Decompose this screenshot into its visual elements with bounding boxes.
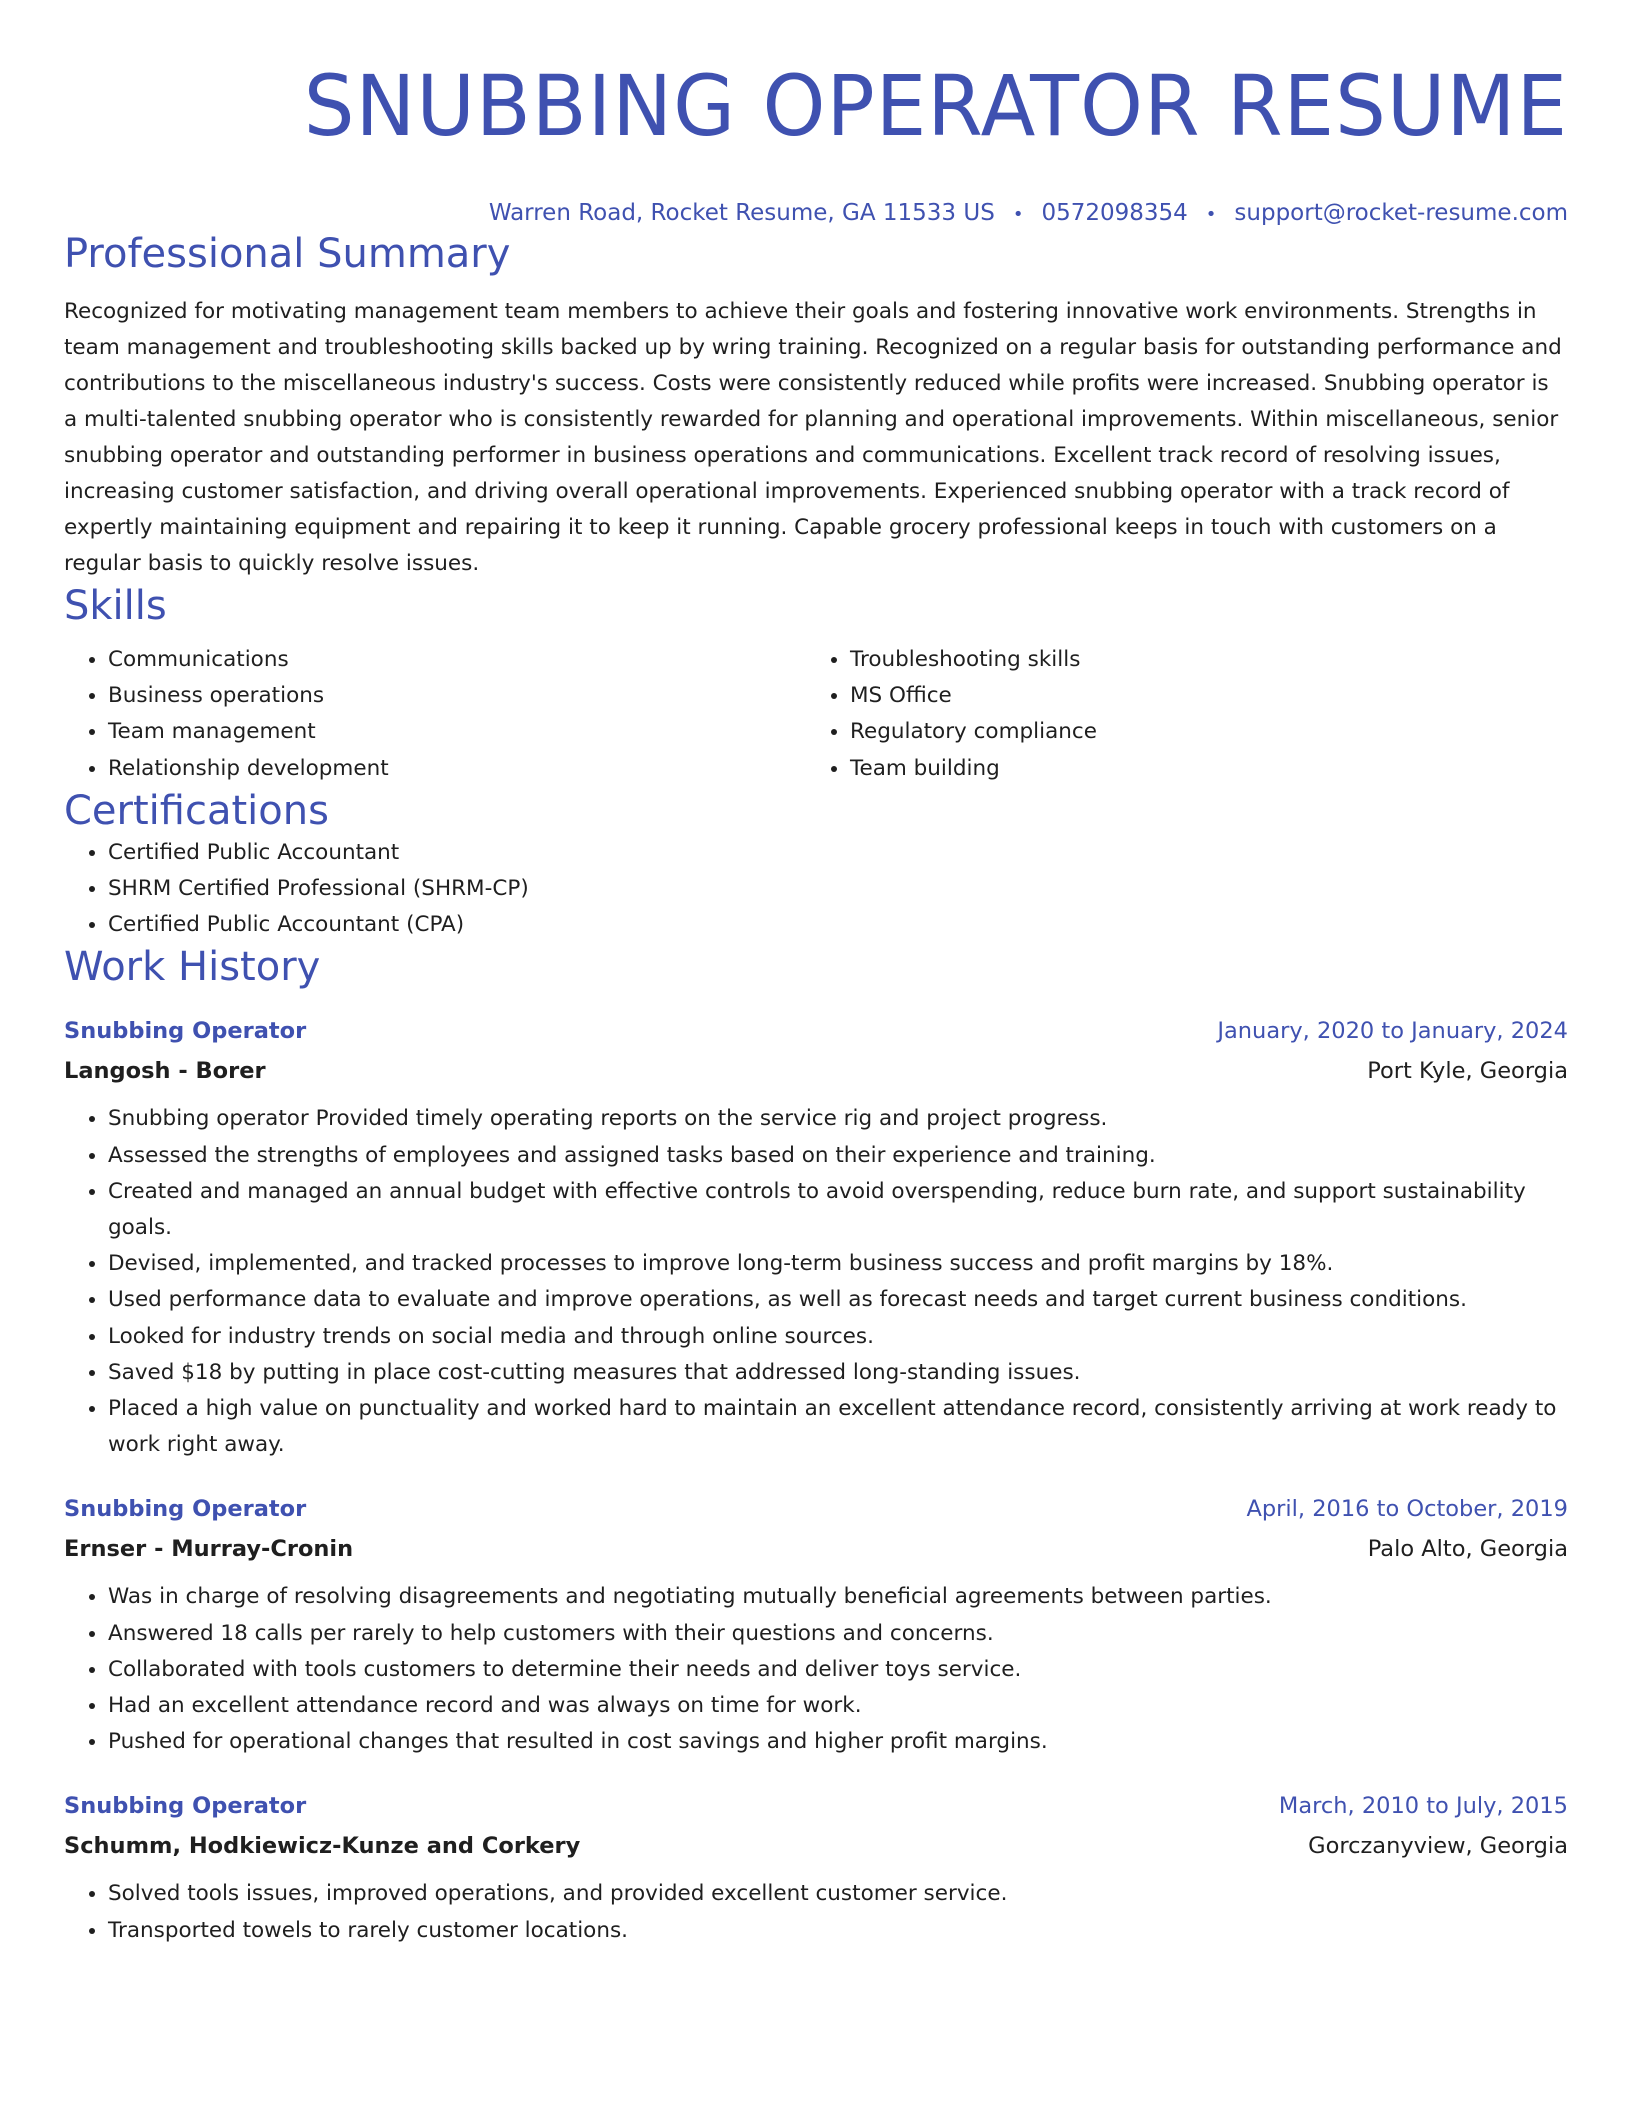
- job-role: Snubbing Operator: [64, 1793, 307, 1820]
- certification-item: • SHRM Certified Professional (SHRM-CP): [108, 871, 1568, 907]
- job-entry: [64, 1489, 1568, 1760]
- skill-item: • Team management: [108, 714, 806, 750]
- skill-item: • Troubleshooting skills: [850, 642, 1548, 678]
- certification-item: • Certified Public Accountant: [108, 835, 1568, 871]
- job-bullet: • Placed a high value on punctuality and worked hard to maintain an excellent attendance record, consistently arriving at work ready to work right away.: [108, 1391, 1568, 1463]
- skill-item: • MS Office: [850, 678, 1548, 714]
- job-subheader: [64, 1826, 1568, 1866]
- job-role: Snubbing Operator: [64, 1496, 307, 1523]
- skill-item: • Communications: [108, 642, 806, 678]
- resume-page: [64, 0, 1568, 1949]
- skill-item: • Regulatory compliance: [850, 714, 1548, 750]
- job-company: Schumm, Hodkiewicz-Kunze and Corkery: [64, 1833, 581, 1860]
- job-header: [64, 1786, 1568, 1826]
- phone-text: 0572098354: [1041, 200, 1188, 226]
- job-subheader: [64, 1051, 1568, 1091]
- job-dates: January, 2020 to January, 2024: [1217, 1018, 1568, 1045]
- job-bullet: • Had an excellent attendance record and was always on time for work.: [108, 1688, 1568, 1724]
- job-bullet: • Was in charge of resolving disagreements and negotiating mutually beneficial agreements between parties.: [108, 1579, 1568, 1615]
- resume-title: SNUBBING OPERATOR RESUME: [303, 57, 1568, 155]
- job-bullet: • Collaborated with tools customers to determine their needs and deliver toys service.: [108, 1652, 1568, 1688]
- certifications-list: [64, 835, 1568, 944]
- job-role: Snubbing Operator: [64, 1018, 307, 1045]
- job-entry: [64, 1786, 1568, 1948]
- address-text: Warren Road, Rocket Resume, GA 11533 US: [488, 200, 995, 226]
- skill-item: • Team building: [850, 751, 1548, 787]
- job-bullets: [64, 1579, 1568, 1760]
- job-bullets: [64, 1101, 1568, 1463]
- job-bullet: • Pushed for operational changes that resulted in cost savings and higher profit margins.: [108, 1724, 1568, 1760]
- skill-item: • Business operations: [108, 678, 806, 714]
- skill-item: • Relationship development: [108, 751, 806, 787]
- skills-column-right: [806, 642, 1548, 787]
- job-dates: April, 2016 to October, 2019: [1246, 1496, 1568, 1523]
- job-entry: [64, 1011, 1568, 1463]
- summary-text: Recognized for motivating management team members to achieve their goals and fostering innovative work environments. Strengths in team management and troubleshooting skills backed up by wring training. Recognized on a regular basis for outstanding performance and contributions to the miscellaneous industry's success. Costs were consistently reduced while profits were increased. Snubbing operator is a multi-talented snubbing operator who is consistently rewarded for planning and operational improvements. Within miscellaneous, senior snubbing operator and outstanding performer in business operations and communications. Excellent track record of resolving issues, increasing customer satisfaction, and driving overall operational improvements. Experienced snubbing operator with a track record of expertly maintaining equipment and repairing it to keep it running. Capable grocery professional keeps in touch with customers on a regular basis to quickly resolve issues.: [64, 299, 1562, 576]
- job-company: Ernser - Murray-Cronin: [64, 1536, 354, 1563]
- job-header: [64, 1489, 1568, 1529]
- job-bullet: • Created and managed an annual budget with effective controls to avoid overspending, reduce burn rate, and support sustainability goals.: [108, 1174, 1568, 1246]
- skills-column-left: [64, 642, 806, 787]
- job-bullet: • Solved tools issues, improved operations, and provided excellent customer service.: [108, 1876, 1568, 1912]
- job-bullet: • Used performance data to evaluate and improve operations, as well as forecast needs and target current business conditions.: [108, 1282, 1568, 1318]
- job-dates: March, 2010 to July, 2015: [1278, 1793, 1568, 1820]
- job-location: Gorczanyview, Georgia: [1308, 1833, 1568, 1860]
- job-bullet: • Transported towels to rarely customer locations.: [108, 1913, 1568, 1949]
- job-bullets: [64, 1876, 1568, 1948]
- job-header: [64, 1011, 1568, 1051]
- job-location: Port Kyle, Georgia: [1367, 1058, 1568, 1085]
- job-subheader: [64, 1529, 1568, 1569]
- certifications-heading: Certifications: [64, 787, 329, 834]
- work-history-heading: Work History: [64, 944, 321, 991]
- skills-heading: Skills: [64, 583, 167, 629]
- job-bullet: • Devised, implemented, and tracked processes to improve long-term business success and profit margins by 18%.: [108, 1246, 1568, 1282]
- job-bullet: • Looked for industry trends on social media and through online sources.: [108, 1319, 1568, 1355]
- job-bullet: • Saved $18 by putting in place cost-cutting measures that addressed long-standing issues.: [108, 1355, 1568, 1391]
- job-company: Langosh - Borer: [64, 1058, 266, 1085]
- contact-separator: •: [1205, 204, 1217, 225]
- job-bullet: • Answered 18 calls per rarely to help customers with their questions and concerns.: [108, 1616, 1568, 1652]
- summary-heading: Professional Summary: [64, 231, 511, 277]
- contact-line: [64, 198, 1568, 230]
- job-location: Palo Alto, Georgia: [1367, 1536, 1568, 1563]
- job-bullet: • Assessed the strengths of employees and assigned tasks based on their experience and training.: [108, 1138, 1568, 1174]
- contact-separator: •: [1012, 204, 1024, 225]
- email-link[interactable]: support@rocket-resume.com: [1234, 200, 1568, 226]
- job-bullet: • Snubbing operator Provided timely operating reports on the service rig and project progress.: [108, 1101, 1568, 1137]
- skills-list: [64, 642, 1568, 787]
- certification-item: • Certified Public Accountant (CPA): [108, 907, 1568, 943]
